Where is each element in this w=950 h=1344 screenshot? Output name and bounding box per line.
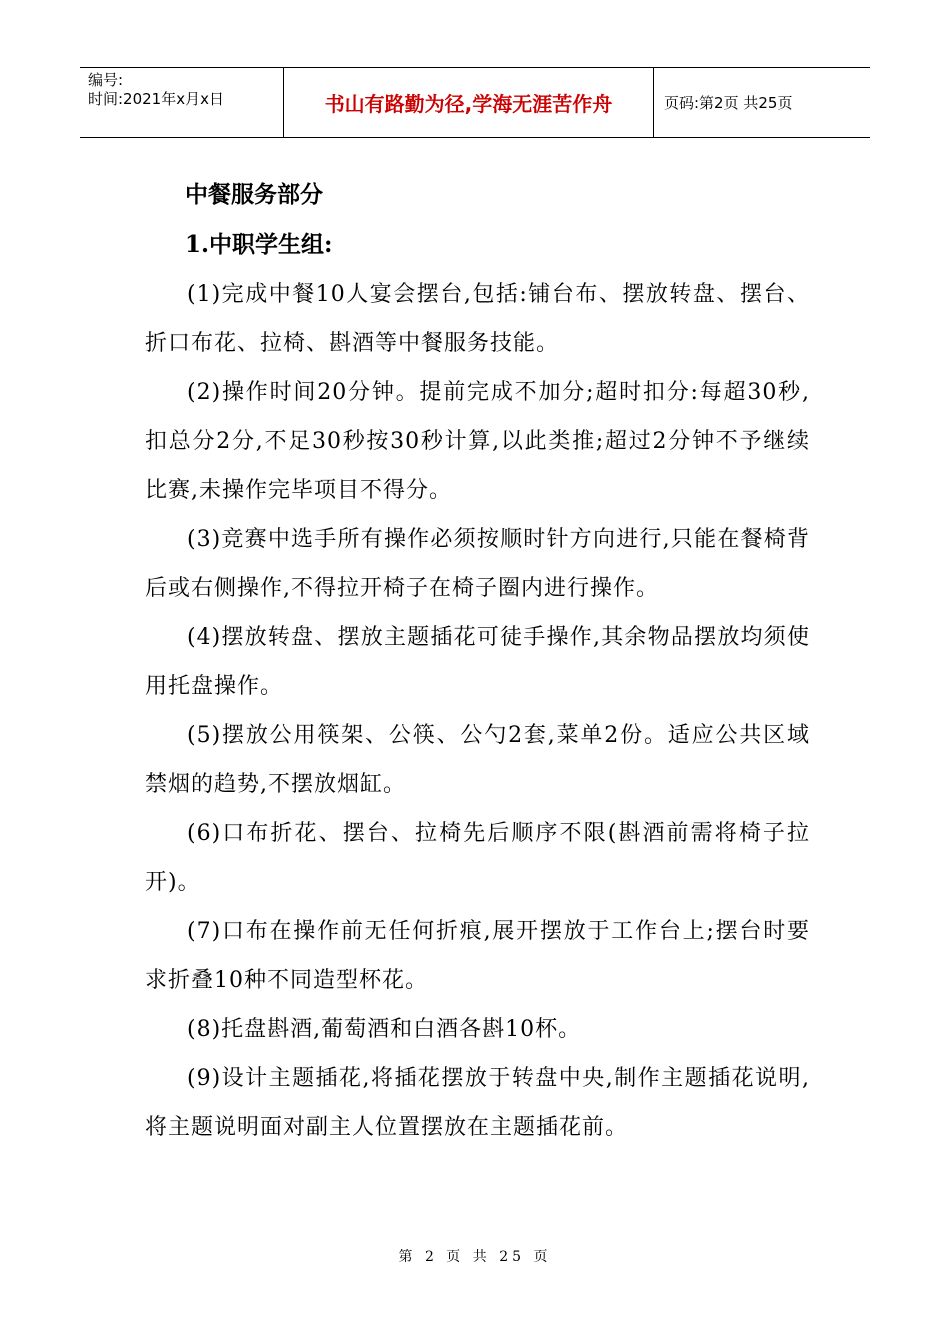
paragraph: (1)完成中餐10人宴会摆台,包括:铺台布、摆放转盘、摆台、折口布花、拉椅、斟酒等中餐服务技能。 [145, 282, 810, 356]
document-body [145, 170, 810, 1152]
page-footer: 第 2 页 共 25 页 [398, 1249, 552, 1265]
group-title: 1.中职学生组: [185, 231, 333, 258]
paragraph: (5)摆放公用筷架、公筷、公勺2套,菜单2份。适应公共区域禁烟的趋势,不摆放烟缸。 [145, 723, 810, 797]
header-meta [80, 68, 284, 137]
page-header [80, 67, 870, 138]
paragraph: (8)托盘斟酒,葡萄酒和白酒各斟10杯。 [187, 1017, 582, 1042]
paragraph: (6)口布折花、摆台、拉椅先后顺序不限(斟酒前需将椅子拉开)。 [145, 821, 810, 895]
section-title: 中餐服务部分 [185, 181, 323, 208]
paragraph: (3)竞赛中选手所有操作必须按顺时针方向进行,只能在餐椅背后或右侧操作,不得拉开椅子在椅子圈内进行操作。 [145, 527, 810, 601]
paragraph: (2)操作时间20分钟。提前完成不加分;超时扣分:每超30秒,扣总分2分,不足30秒按30秒计算,以此类推;超过2分钟不予继续比赛,未操作完毕项目不得分。 [145, 380, 810, 503]
paragraph: (4)摆放转盘、摆放主题插花可徒手操作,其余物品摆放均须使用托盘操作。 [145, 625, 810, 699]
time-label: 时间:2021年x月x日 [88, 90, 224, 108]
number-label: 编号: [88, 71, 124, 89]
paragraph: (7)口布在操作前无任何折痕,展开摆放于工作台上;摆台时要求折叠10种不同造型杯花。 [145, 919, 810, 993]
header-page-info: 页码:第2页 共25页 [664, 94, 793, 112]
header-motto: 书山有路勤为径,学海无涯苦作舟 [284, 68, 654, 137]
paragraph: (9)设计主题插花,将插花摆放于转盘中央,制作主题插花说明,将主题说明面对副主人位置摆放在主题插花前。 [145, 1066, 810, 1140]
